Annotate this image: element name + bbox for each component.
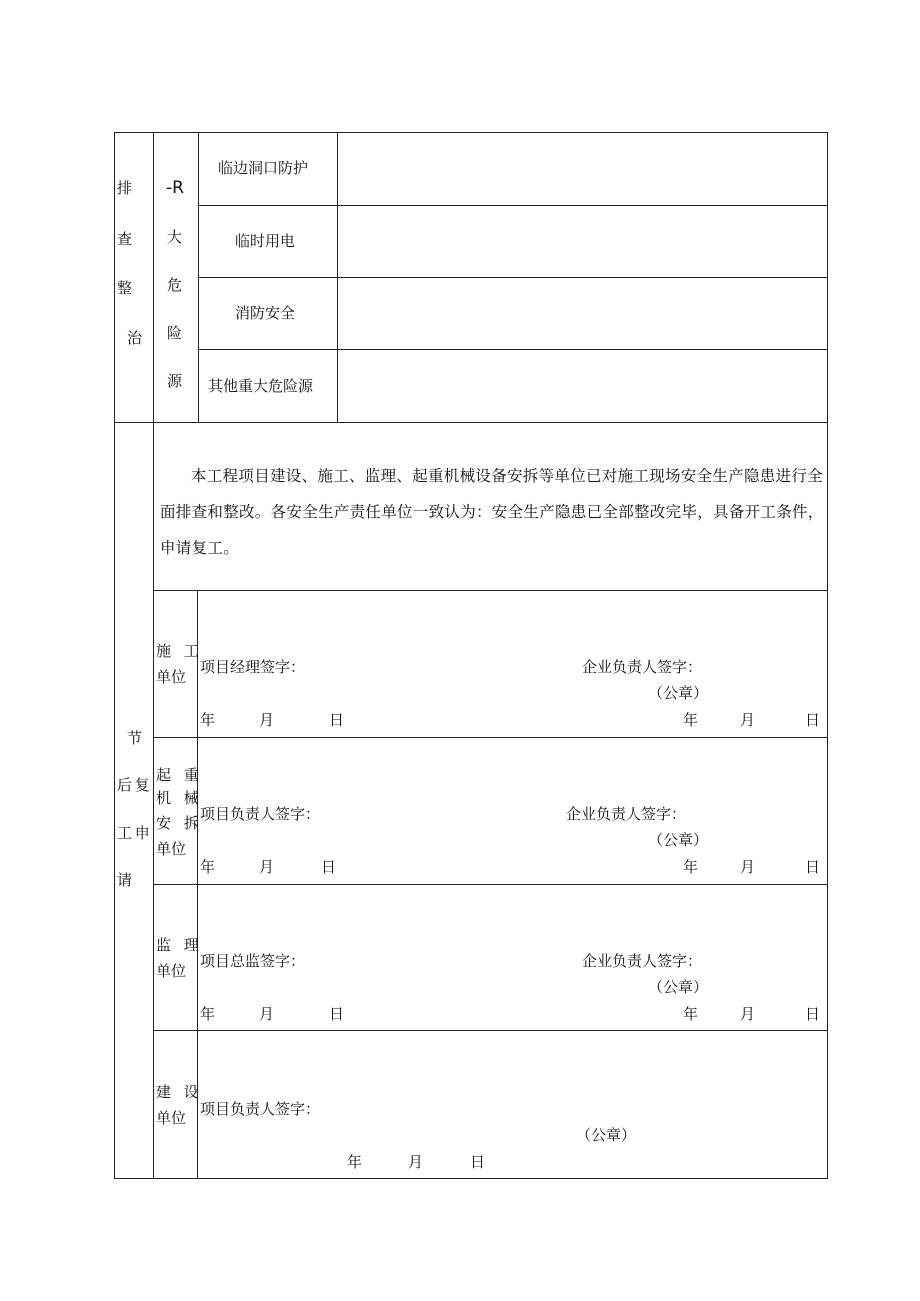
hazard-label-char-2: 危 [167,276,183,294]
supervision-unit-name-line-2: 单位 [156,962,187,980]
project-head-sign-label: 项目负责人签字： [200,1100,321,1118]
company-seal-label: （公章） [648,684,709,702]
project-manager-sign-label: 项目经理签字： [200,658,306,676]
crane-unit-name-line-2: 机 械 [156,789,199,807]
company-seal-label: （公章） [576,1126,637,1144]
developer-unit-name-line-1: 建 设 [156,1083,199,1101]
company-seal-label: （公章） [648,978,709,996]
date-day: 日 [470,1153,486,1171]
crane-unit-name-line-1: 起 重 [156,766,199,784]
date-day-right: 日 [805,858,821,876]
apply-label-line-3: 工 申 [117,824,150,842]
crane-unit-name-line-4: 单位 [156,840,187,858]
apply-label-line-4: 请 [117,871,133,889]
item-label-temp-power: 临时用电 [235,232,296,250]
supervision-unit-name-line-1: 监 理 [156,936,199,954]
apply-label-line-1: 节 [127,729,143,747]
hazard-label-prefix: -R [166,178,184,198]
check-label-char-3: 整 [117,279,133,297]
date-year-left: 年 [200,858,216,876]
chief-supervisor-sign-label: 项目总监签字： [200,952,306,970]
enterprise-head-sign-label: 企业负责人签字： [582,658,703,676]
hazard-label-char-4: 源 [167,372,183,390]
item-label-fire-safety: 消防安全 [235,304,296,322]
date-month-left: 月 [259,1005,275,1023]
check-label-char-2: 查 [117,230,133,248]
developer-unit-name-line-2: 单位 [156,1109,187,1127]
construction-unit-name-line-1: 施 工 [156,642,199,660]
date-month-left: 月 [259,711,275,729]
date-month-left: 月 [259,858,275,876]
date-month: 月 [408,1153,424,1171]
date-day-left: 日 [321,858,337,876]
item-label-edge-protection: 临边洞口防护 [218,159,309,177]
check-label-char-1: 排 [117,179,133,197]
resumption-statement: 本工程项目建设、施工、监理、起重机械设备安拆等单位已对施工现场安全生产隐患进行全面排查和整改。各安全生产责任单位一致认为：安全生产隐患已全部整改完毕，具备开工条件，申请复工。 [160,467,824,557]
apply-label-line-2: 后 复 [117,776,150,794]
enterprise-head-sign-label: 企业负责人签字： [582,952,703,970]
date-year-right: 年 [683,858,699,876]
crane-unit-name-line-3: 安 拆 [156,814,199,832]
date-day-right: 日 [805,711,821,729]
date-year-left: 年 [200,1005,216,1023]
company-seal-label: （公章） [648,831,709,849]
date-day-left: 日 [329,1005,345,1023]
check-label-char-4: 治 [127,329,143,347]
date-day-left: 日 [329,711,345,729]
item-label-other-hazards: 其他重大危险源 [208,377,314,395]
construction-unit-name-line-2: 单位 [156,668,187,686]
date-year: 年 [347,1153,363,1171]
date-year-right: 年 [683,1005,699,1023]
date-year-left: 年 [200,711,216,729]
hazard-label-char-1: 大 [167,228,183,246]
date-year-right: 年 [683,711,699,729]
enterprise-head-sign-label: 企业负责人签字： [566,805,687,823]
date-month-right: 月 [740,858,756,876]
date-month-right: 月 [740,711,756,729]
project-head-sign-label: 项目负责人签字： [200,805,321,823]
date-day-right: 日 [805,1005,821,1023]
date-month-right: 月 [740,1005,756,1023]
hazard-label-char-3: 险 [167,324,183,342]
